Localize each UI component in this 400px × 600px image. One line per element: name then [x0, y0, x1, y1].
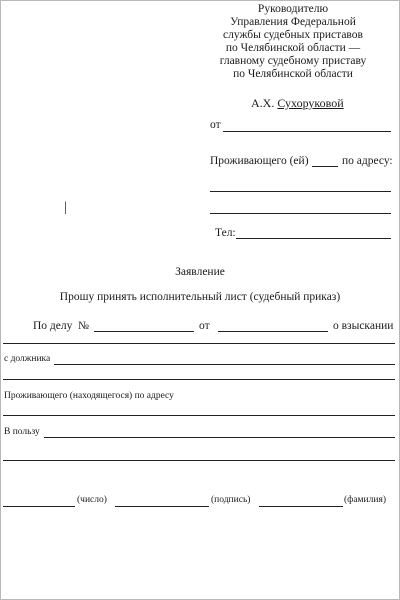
addressee-line: Управления Федеральной	[230, 16, 356, 28]
address-field-2[interactable]	[210, 213, 391, 214]
case-date-field[interactable]	[218, 331, 328, 332]
phone-field[interactable]	[236, 238, 391, 239]
document-title: Заявление	[175, 266, 225, 278]
signature-field[interactable]	[115, 506, 209, 507]
case-number-field[interactable]	[94, 331, 194, 332]
addressee-line: главному судебному приставу	[219, 55, 367, 67]
from-field[interactable]	[223, 131, 391, 132]
addressee-line: по Челябинской области —	[225, 42, 361, 54]
surname-caption: (фамилия)	[344, 495, 386, 505]
date-field[interactable]	[3, 506, 75, 507]
request-text: Прошу принять исполнительный лист (судебный приказ)	[59, 291, 341, 303]
residing-address-label: по адресу:	[342, 155, 393, 167]
addressee-line: службы судебных приставов	[223, 29, 363, 41]
debtor-address-label: Проживающего (находящегося) по адресу	[4, 391, 174, 401]
case-number-sign: №	[78, 320, 89, 332]
debtor-label: с должника	[4, 354, 51, 364]
debtor-field[interactable]	[54, 364, 395, 365]
signature-caption: (подпись)	[211, 495, 251, 505]
addressee-line: Руководителю	[257, 3, 329, 15]
surname-field[interactable]	[259, 506, 343, 507]
phone-label: Тел:	[215, 227, 236, 239]
case-from-label: от	[199, 320, 210, 332]
text-cursor: |	[64, 200, 67, 215]
beneficiary-field-2[interactable]	[3, 460, 395, 461]
addressee-line: по Челябинской области	[233, 68, 353, 80]
case-label: По делу	[33, 320, 73, 332]
date-caption: (число)	[77, 495, 107, 505]
official-initials: А.Х.	[251, 96, 275, 110]
beneficiary-label: В пользу	[4, 427, 40, 437]
debtor-address-field[interactable]	[3, 415, 395, 416]
case-recovery-label: о взыскании	[333, 320, 394, 332]
residing-gender-field[interactable]	[312, 166, 338, 167]
recovery-field[interactable]	[3, 343, 395, 344]
beneficiary-field[interactable]	[44, 437, 395, 438]
official-name	[251, 96, 344, 111]
address-field-1[interactable]	[210, 191, 391, 192]
official-surname: Сухоруковой	[277, 96, 344, 110]
from-label: от	[210, 119, 221, 131]
debtor-field-2[interactable]	[3, 379, 395, 380]
residing-label: Проживающего (ей)	[210, 155, 309, 167]
